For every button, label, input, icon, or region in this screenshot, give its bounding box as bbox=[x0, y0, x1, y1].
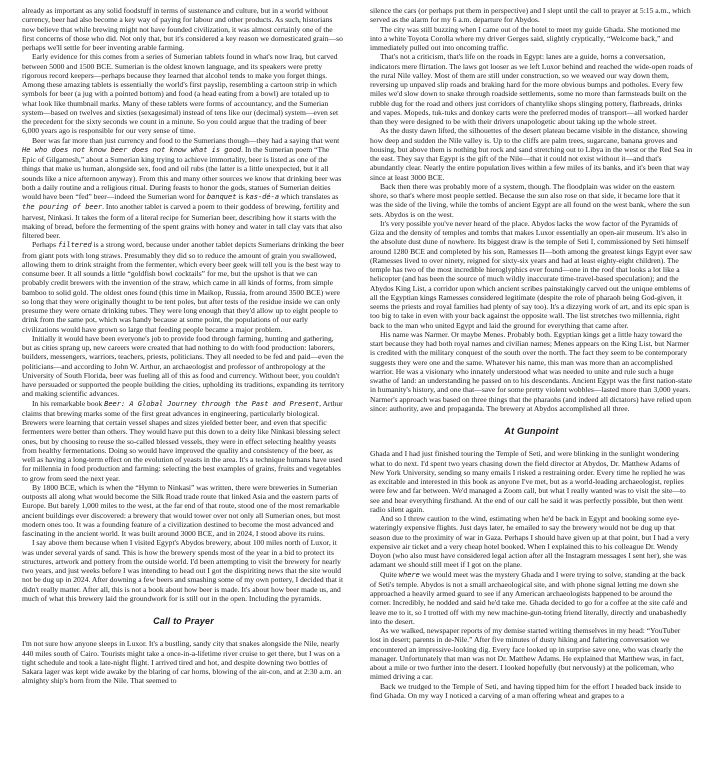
text-run: In his remarkable book bbox=[32, 398, 105, 408]
paragraph: That's not a criticism, that's life on the roads in Egypt: lanes are a guide, horns a conversation, indicators mere flirtation. The laws got looser as we left Luxor behind and reached the wide-open roads of the rural Nile valley. Most of them are still under construction, so we weaved our way down them, reversing up unpaved slip roads and braking hard for the more obvious bumps and potholes. Every few miles we'd slow down to snake through roadside settlements, some no more than farmsteads built on the rubble dug for the road and others just corridors of chantylike shops slinging pottery, flatbreads, drinks and vapes. Mopeds, tuk-tuks and donkey carts were the preferred modes of transport—all worked harder than they were designed to be with their drivers unapologetic about taking up the whole street. bbox=[370, 52, 693, 126]
paragraph: I say above them because when I visited Egypt's Abydos brewery, about 100 miles north of Luxor, it was under several yards of sand. This is how the brewery spends most of the year in a bid to protect its structures, artwork and pottery from the outside world. I'd been attempting to visit the brewery for nearly two years, and just weeks before I was intending to head out I got the dispiriting news that the site would not be dug up in 2024. After downing a few beers and smashing some of my own pottery, I decided that it didn't really matter. After all, this is not a book about how beer is made. It's about how beer made us, and much of what this brewery laid the groundwork for is still out in the open. Including the pyramids. bbox=[22, 538, 344, 603]
text-run: . Into another tablet is carved a poem to their goddess of brewing, fertility and harvest, Ninkasi. It takes the form of a literal recipe for Sumerian beer, describing how it starts with the making of bread, before the fermenting of the spent grains with honey and water in tall clay vats that also filtered beer. bbox=[22, 202, 343, 240]
section-heading: Call to Prayer bbox=[153, 616, 214, 626]
text-run: , Arthur claims that brewing marks some of the first great advances in engineering, particularly biological. Brewers were learning that certain vessel shapes and sizes yielded better beer, and even that specific fermenters were better than others. They would have put this down to a deity like Ninkasi blessing select ones, but by choosing to reuse the so-called blessed vessels, they were in effect selecting healthy yeasts from healthy fermentations. Doing so would have improved the quality and consistency of the beer, as well as having a long-term effect on the evolution of yeasts in the area. It's a technique humans have used for millennia in food production and farming: selecting the best examples of grains, fruits and vegetables to grow from seed the next year. bbox=[22, 398, 343, 483]
book-title: Beer: A Global Journey through the Past and Present bbox=[104, 399, 320, 408]
paragraph: Initially it would have been everyone's job to provide food through farming, hunting and gathering, but as cities sprang up, new careers were created that had nothing to do with food production: laborers, builders, messengers, warriors, teachers, priests, politicians. They all needed to be fed and paid—even the politicians—and according to John W. Arthur, an archaeologist and professor of anthropology at the University of South Florida, beer was fueling all of this as food and currency. Without beer, you couldn't have persuaded or supported the people building the cities, upholding its traditions, expanding its territory and making scientific advances. bbox=[22, 333, 345, 399]
section-heading: At Gunpoint bbox=[504, 426, 559, 436]
text-run: is a strong word, because under another tablet depicts Sumerians drinking the beer from giant pots with long straws. Presumably they did so to reduce the amount of grain you swallowed, allowing them to drink straight from the fermenter, which every beer geek will tell you is the best way to consume beer. It all sounds a little “goldfish bowl cocktails” for me, but the upshot is that we can probably credit brewers with the invention of the straw, which came in all kinds of forms, from simple bamboo to solid gold. The oldest ones found (this time in Maikop, Russia, from around 3500 BCE) were so long that they were originally thought to be tent poles, but after tests of the residue inside we can only presume they were ornate drinking tubes. They were long enough that they'd allow up to eight people to drink from the same pot, which was handy because at some point, the populations of our early civilizations would have grown so large that feeding people became a major problem. bbox=[22, 240, 344, 334]
paragraph: As we walked, newspaper reports of my demise started writing themselves in my head: “YouTuber lost in desert; parents in de-Nile.” After five minutes of dusty hiking and faltering conversation we encountered an impressive-looking dig. Every face looked up in surprise save one, who was clearly the manager. Unfortunately that man was not Dr. Matthew Adams. He explained that Matthew was, in fact, about a mile or two further into the desert. I looked hopefully (but nervously) at the policeman, who mimed driving a car. bbox=[370, 626, 684, 682]
emphasis-quote: He who does not know beer does not know what is good bbox=[22, 145, 242, 154]
text-run: is bbox=[236, 192, 246, 201]
text-run: Beer was far more than just currency and food to the Sumerians though—they had a saying that went bbox=[32, 135, 340, 145]
paragraph: The city was still buzzing when I came out of the hotel to meet my guide Ghada. She motioned me into a white Toyota Corolla where my driver Gerges said, slightly cryptically, “Welcome back,” and immediately pulled out into oncoming traffic. bbox=[370, 24, 681, 52]
emphasis-phrase: the pouring of beer bbox=[22, 203, 103, 212]
emphasis-word: banquet bbox=[206, 193, 237, 201]
paragraph: As the dusty dawn lifted, the silhouettes of the desert plateau became visible in the distance, showing how deep and sudden the Nile valley is. Up to the cliffs are palm trees, sugarcane, banana groves and housing, but above them is nothing but rock and sand stretching out to Libya in the west or the Red Sea in the east. They say that Egypt is the gift of the Nile—that it could not exist without it—and that's abundantly clear. Nearly the entire population lives within a few miles of its banks, and it's been that way since at least 3000 BCE. bbox=[370, 126, 693, 182]
paragraph: Back then there was probably more of a system, though. The floodplain was wider on the eastern shore, so that's where most people settled. Because the sun also rose on that side, it became lore that it was the side of the living, while the tombs of ancient Egypt are all found on the west bank, where the sun sets. Abydos is on the west. bbox=[370, 181, 690, 219]
paragraph: Back we trudged to the Temple of Seti, and having tipped him for the effort I headed back inside to find Ghada. On my way I noticed a carving of a man offering wheat and grapes to a bbox=[370, 681, 682, 700]
paragraph bbox=[22, 399, 345, 483]
text-run: Quite bbox=[380, 569, 399, 579]
paragraph: already as important as any solid foodstuff in terms of sustenance and culture, but in a world without currency, beer had also become a key way of paying for labour and other products. As such, historians now believe that while brewing might not have founded civilization, it was almost certainly one of the first concerns of those who did. Not only that, but it's considered a key reason we domesticated grain—so perhaps we'll settle for beer inventing arable farming. bbox=[22, 6, 343, 52]
paragraph: By 1800 BCE, which is when the “Hymn to Ninkasi” was written, there were breweries in Sumerian outposts all along what would become the Silk Road trade route that linked Asia and the eastern parts of Europe. But barely 1,000 miles to the west, at the far end of that route, stood one of the most remarkable ancient buildings ever discovered: a brewery that would tower over not only all Sumerian ones, but most modern ones too. It was a founding feature of a civilization destined to become the most advanced and fascinating in the ancient world. It was built around 3000 BCE, and in 2024, I stood above its ruins. bbox=[22, 482, 341, 538]
paragraph: His name was Narmer. Or maybe Menes. Probably both. Egyptian kings get a little hazy toward the start because they had both royal names and civilian names; Menes appears on the King List, but Narmer is credited with the military conquest of the south over the north. The fact they seem to be contemporary suggests they were one and the same. Whatever his name, this man was more than an accomplished warrior. He was a visionary who innately understood what was needed to unite and rule such a huge swathe of land: an understanding he passed on to his descendants. Ancient Egypt was the first nation-state in humanity's history, and one that—save for some pretty violent wobbles—lasted more than 3,000 years. Narmer's approach was based on three things that the pharaohs (and indeed all dictators) have relied upon since: authority, awe and propaganda. The brewery at Abydos accomplished all three. bbox=[370, 329, 693, 413]
paragraph: Ghada and I had just finished touring the Temple of Seti, and were blinking in the sunlight wondering what to do next. I'd spent two years chasing down the field director at Abydos, Dr. Matthew Adams of New York University, sending so many emails I risked a restraining order. Every time he replied he was as excitable and interested in this book as anyone I've met, but as a world-leading archaeologist, replies were few and far between. We'd managed a Zoom call, but what I really wanted was to visit the site—to see and hear everything firsthand. At the end of our call he said it was perfectly possible, but then went radio silent again. bbox=[370, 449, 686, 514]
emphasis-word: kas-dé-a bbox=[245, 193, 280, 201]
text-run: we would meet was the mystery Ghada and I were trying to solve, standing at the back of Seti's temple. Abydos is not a small archaeological site, and with phone signal letting me down she approached a heavily armed guard to see if any American archaeologists happened to be around the corner. Incredibly, he nodded and said he'd take me. Ghada decided to go for a coffee at the site café and leave me to it, so I trotted off with my new machine-gun-toting friend literally, directly and unabashedly into the desert. bbox=[370, 569, 688, 626]
paragraph bbox=[22, 240, 345, 334]
paragraph: I'm not sure how anyone sleeps in Luxor. It's a bustling, sandy city that snakes alongside the Nile, nearly 440 miles south of Cairo. Tourists might take a once-in-a-lifetime river cruise to get there, but I was on a tight schedule and took a late-night flight. I arrived tired and hot, and despite downing two bottles of Sakara lager was kept wide awake by the blaring of car horns, blowing of the air-con, and at 2:30 a.m. an almighty ship's horn from the Nile. That seemed to bbox=[22, 639, 342, 686]
paragraph: And so I threw caution to the wind, estimating when he'd be back in Egypt and booking some eye-wateringly expensive flights. Just days later, he emailed to say the brewery would not be dug up that season due to the proximity of war in Gaza. Perhaps I should have given up at that point, but I had a very expensive air ticket and a very cheap hotel booked. When I explained this to his colleague Dr. Wendy Doyon (who also must have considered legal action after all the Instagram messages I sent her), she was adamant we should still meet if I got on the plane. bbox=[370, 514, 690, 570]
text-run: Perhaps bbox=[32, 240, 58, 250]
two-column-layout bbox=[22, 6, 693, 700]
paragraph: Early evidence for this comes from a series of Sumerian tablets found in what's now Iraq, but carved between 5000 and 1500 BCE. Sumerian is the oldest known language, and its speakers were pretty rigorous record keepers—perhaps because they learned that alcohol tends to make you forget things. Among these amazing tablets is essentially the world's first payslip, resembling a cartoon strip in which symbols for beer (a jug with a pointed bottom) and food (a head eating from a bowl) are totaled up to what look like thumbnail marks. Many of these tablets were forms of accountancy, and the Sumerian system—based on twelves and sixties (sexagesimal) instead of tens like our (decimal) system—even set the precedent for the sixty seconds we count in a minute. So you could argue that the trading of beer 6,000 years ago is responsible for our very sense of time. bbox=[22, 52, 339, 136]
right-column bbox=[370, 6, 693, 700]
text-run: which translates as bbox=[279, 192, 339, 201]
emphasis-word: filtered bbox=[57, 241, 92, 250]
paragraph bbox=[370, 570, 693, 627]
paragraph bbox=[22, 136, 345, 241]
left-column bbox=[22, 6, 345, 700]
paragraph: It's very possible you've never heard of the place. Abydos lacks the wow factor of the Pyramids of Giza and the density of temples and tombs that makes Luxor essentially an open-air museum. It's also in the absolute dust dune of nowhere. Its biggest draw is the temple of Seti I, commissioned by Seti himself around 1280 BCE and completed by his son, Ramesses II—both among the greatest kings Egypt ever saw (Ramesses lived to over ninety, reigned for sixty-six years and had at least eighty-eight children). The temple has two of the most incredible hieroglyphics ever found—one in the roof that looks a lot like a helicopter (and has been the source of much wildly inaccurate time-travel-based speculation); and the Abydos King List, a corridor upon which ancient scribes painstakingly carved out the unique emblems of all the Egyptian kings Ramesses considered legitimate (despite the role of pharaoh being God-given, it seems the priests and royal families had plenty of say too). It's a dizzying work of art, and its epic span is too big to take in even with your back against the opposite wall. The list stretches two millennia, right back to the man who united Egypt and laid the ground for everything that came after. bbox=[370, 218, 693, 330]
emphasis-word: where bbox=[398, 570, 420, 579]
paragraph: silence the cars (or perhaps put them in perspective) and I slept until the call to prayer at 5:15 a.m., which served as the alarm for my 6 a.m. departure for Abydos. bbox=[370, 6, 691, 25]
text-run: . In the Sumerian poem “The Epic of Gilgamesh,” about a Sumerian king trying to achieve immortality, beer is listed as one of the things that make us human, alongside sex, food and oil rubs (the latter is a little unexpected, but it all sounds like a nice afternoon anyway). From this and many other sources we know that drinking beer was both a daily routine and a religious ritual. During feasts to honor the gods, statues of Sumerian deities would have been “fed” beer—indeed the Sumerian word for bbox=[22, 144, 342, 201]
